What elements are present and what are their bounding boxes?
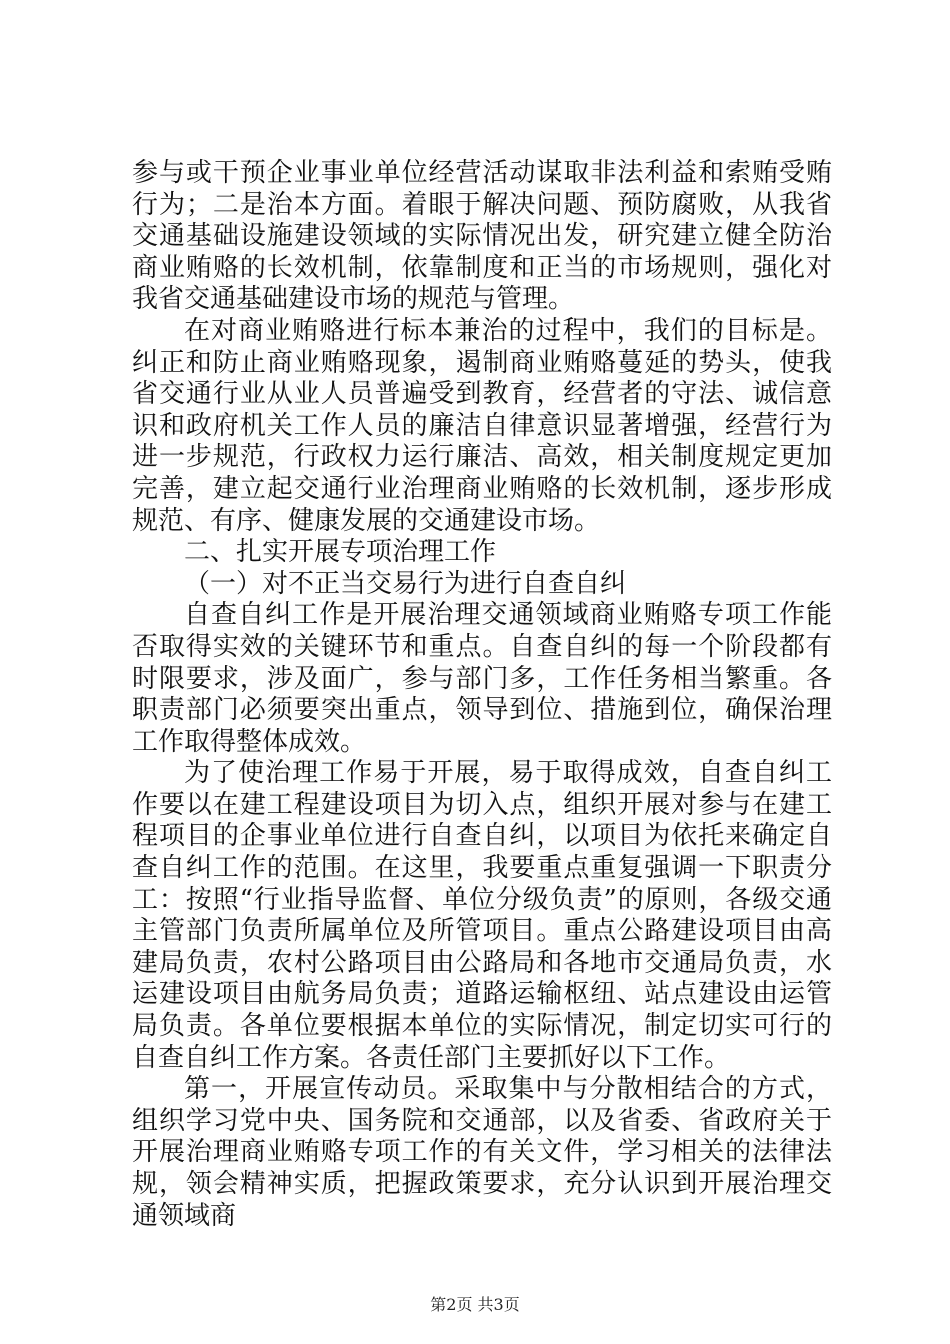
paragraph-responsibilities: 为了使治理工作易于开展，易于取得成效，自查自纠工作要以在建工程建设项目为切入点，组织开展对参与在建工程项目的企事业单位进行自查自纠，以项目为依托来确定自查自纠工作的范围。在这里，我要重点重复强调一下职责分工：按照“行业指导监督、单位分级负责”的原则，各级交通主管部门负责所属单位及所管项目。重点公路建设项目由高建局负责，农村公路项目由公路局和各地市交通局负责，水运建设项目由航务局负责；道路运输枢纽、站点建设由运管局负责。各单位要根据本单位的实际情况，制定切实可行的自查自纠工作方案。各责任部门主要抓好以下工作。	[132, 758, 832, 1073]
paragraph-first-step: 第一，开展宣传动员。采取集中与分散相结合的方式，组织学习党中央、国务院和交通部，以及省委、省政府关于开展治理商业贿赂专项工作的有关文件，学习相关的法律法规，领会精神实质，把握政策要求，充分认识到开展治理交通领域商	[132, 1074, 832, 1231]
page-footer: 第2页 共3页	[430, 1295, 520, 1314]
section-heading: 二、扎实开展专项治理工作	[184, 537, 497, 568]
paragraph-continued: 参与或干预企业事业单位经营活动谋取非法利益和索贿受贿行为；二是治本方面。着眼于解决问题、预防腐败，从我省交通基础设施建设领域的实际情况出发，研究建立健全防治商业贿赂的长效机制，依靠制度和正当的市场规则，强化对我省交通基础建设市场的规范与管理。	[132, 158, 832, 315]
document-body	[132, 158, 832, 1232]
subsection-heading: （一）对不正当交易行为进行自查自纠	[184, 568, 627, 599]
paragraph-self-check: 自查自纠工作是开展治理交通领域商业贿赂专项工作能否取得实效的关键环节和重点。自查自纠的每一个阶段都有时限要求，涉及面广，参与部门多，工作任务相当繁重。各职责部门必须要突出重点，领导到位、措施到位，确保治理工作取得整体成效。	[132, 600, 832, 757]
paragraph-goals: 在对商业贿赂进行标本兼治的过程中，我们的目标是。纠正和防止商业贿赂现象，遏制商业贿赂蔓延的势头，使我省交通行业从业人员普遍受到教育，经营者的守法、诚信意识和政府机关工作人员的廉洁自律意识显著增强，经营行为进一步规范，行政权力运行廉洁、高效，相关制度规定更加完善，建立起交通行业治理商业贿赂的长效机制，逐步形成规范、有序、健康发展的交通建设市场。	[132, 315, 832, 536]
